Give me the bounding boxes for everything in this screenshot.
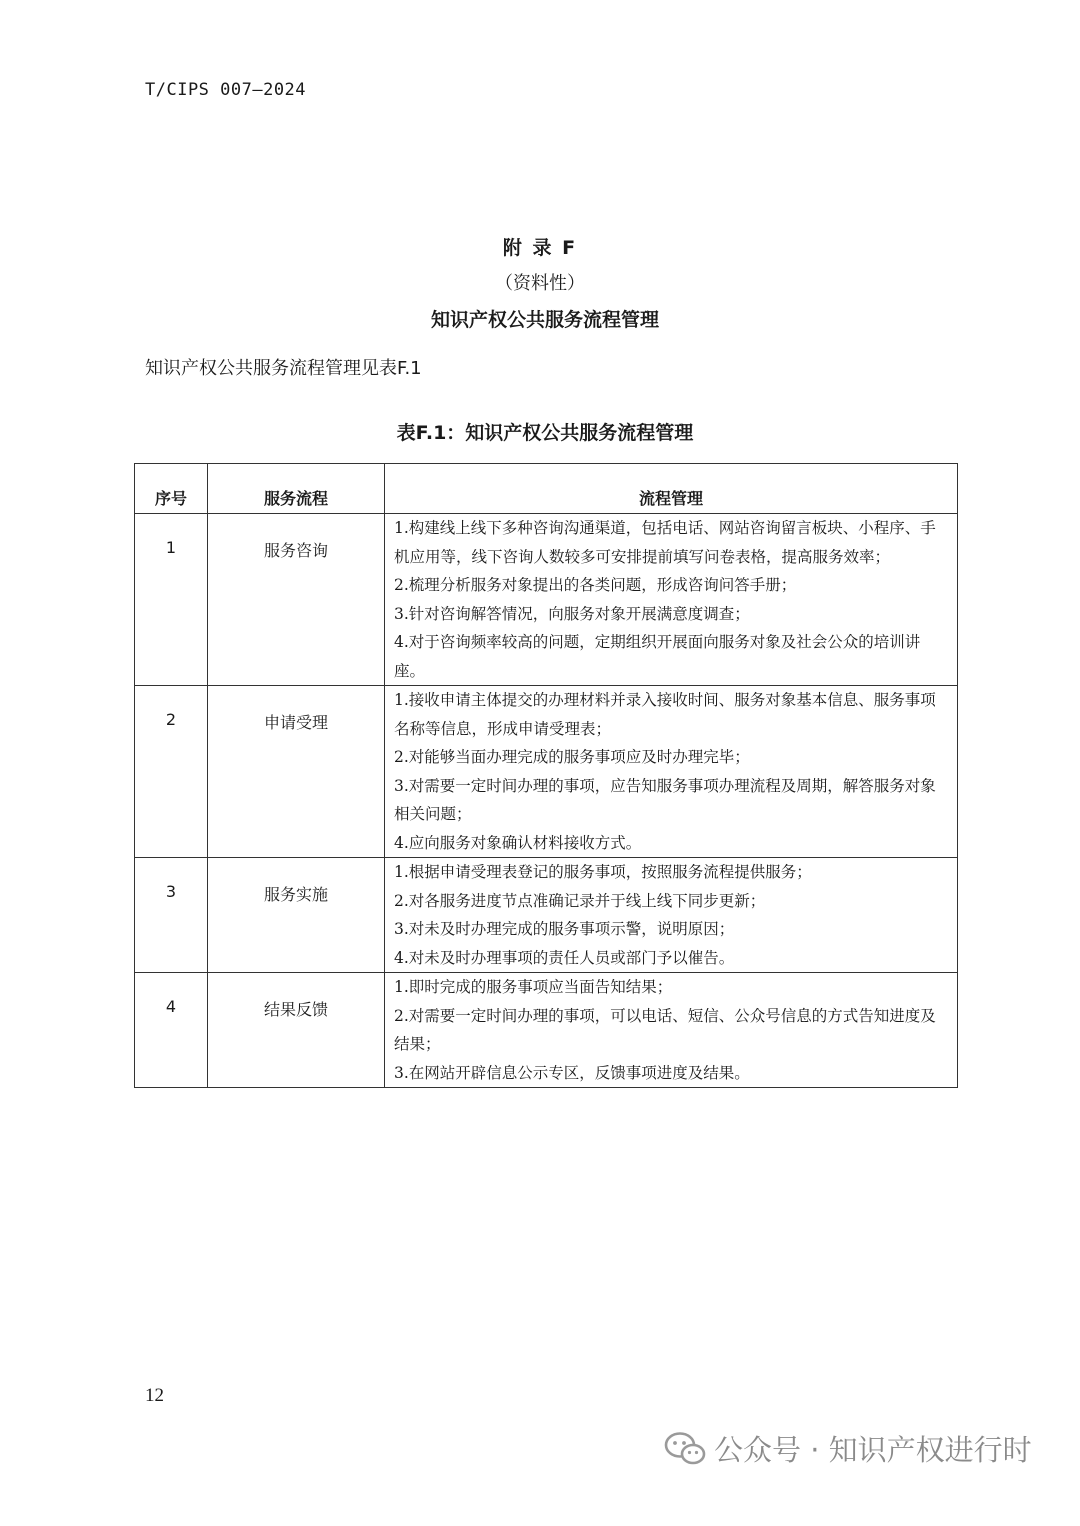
table-row bbox=[135, 858, 958, 973]
row-management-items bbox=[385, 973, 958, 1088]
management-item: 1.构建线上线下多种咨询沟通渠道，包括电话、网站咨询留言板块、小程序、手机应用等，线下咨询人数较多可安排提前填写问卷表格，提高服务效率； bbox=[394, 519, 936, 566]
appendix-nature: （资料性） bbox=[495, 273, 585, 294]
watermark-text: 公众号 · 知识产权进行时 bbox=[714, 1433, 1032, 1467]
page-number: 12 bbox=[145, 1385, 164, 1406]
management-item: 2.对能够当面办理完成的服务事项应及时办理完毕； bbox=[394, 748, 750, 766]
table-row bbox=[135, 686, 958, 858]
row-management-items bbox=[385, 514, 958, 686]
table-row bbox=[135, 514, 958, 686]
management-item: 3.在网站开辟信息公示专区，反馈事项进度及结果。 bbox=[394, 1063, 750, 1082]
management-item: 2.梳理分析服务对象提出的各类问题，形成咨询问答手册； bbox=[394, 576, 797, 594]
management-item: 4.应向服务对象确认材料接收方式。 bbox=[394, 833, 642, 852]
table-caption: 表F.1：知识产权公共服务流程管理 bbox=[396, 422, 694, 444]
management-item: 4.对未及时办理事项的责任人员或部门予以催告。 bbox=[394, 948, 735, 967]
intro-paragraph: 知识产权公共服务流程管理见表F.1 bbox=[145, 358, 422, 379]
wechat-watermark bbox=[664, 1428, 1032, 1469]
management-item: 3.对未及时办理完成的服务事项示警，说明原因； bbox=[394, 920, 735, 938]
row-index: 1 bbox=[135, 514, 208, 686]
wechat-icon bbox=[664, 1431, 706, 1467]
row-management-items bbox=[385, 686, 958, 858]
row-process-name: 申请受理 bbox=[208, 686, 385, 858]
row-process-name: 结果反馈 bbox=[208, 973, 385, 1088]
process-management-table bbox=[134, 463, 958, 1088]
management-item: 2.对各服务进度节点准确记录并于线上线下同步更新； bbox=[394, 891, 766, 910]
management-item: 3.对需要一定时间办理的事项，应告知服务事项办理流程及周期，解答服务对象相关问题； bbox=[394, 776, 936, 823]
header-management: 流程管理 bbox=[385, 464, 958, 514]
row-index: 3 bbox=[135, 858, 208, 973]
row-process-name: 服务咨询 bbox=[208, 514, 385, 686]
header-process: 服务流程 bbox=[208, 464, 385, 514]
appendix-label: 附 录 F bbox=[502, 237, 578, 259]
management-item: 4.对于咨询频率较高的问题，定期组织开展面向服务对象及社会公众的培训讲座。 bbox=[394, 633, 921, 680]
management-item: 1.接收申请主体提交的办理材料并录入接收时间、服务对象基本信息、服务事项名称等信息，形成申请受理表； bbox=[394, 691, 936, 738]
management-item: 2.对需要一定时间办理的事项，可以电话、短信、公众号信息的方式告知进度及结果； bbox=[394, 1006, 936, 1053]
table-row bbox=[135, 973, 958, 1088]
management-item: 3.针对咨询解答情况，向服务对象开展满意度调查； bbox=[394, 604, 750, 623]
header-index: 序号 bbox=[135, 464, 208, 514]
row-process-name: 服务实施 bbox=[208, 858, 385, 973]
row-index: 4 bbox=[135, 973, 208, 1088]
table-header-row bbox=[135, 464, 958, 514]
row-management-items bbox=[385, 858, 958, 973]
row-index: 2 bbox=[135, 686, 208, 858]
management-item: 1.即时完成的服务事项应当面告知结果； bbox=[394, 978, 673, 996]
appendix-title: 知识产权公共服务流程管理 bbox=[430, 309, 659, 331]
management-item: 1.根据申请受理表登记的服务事项，按照服务流程提供服务； bbox=[394, 863, 812, 881]
document-code: T/CIPS 007—2024 bbox=[145, 80, 307, 100]
